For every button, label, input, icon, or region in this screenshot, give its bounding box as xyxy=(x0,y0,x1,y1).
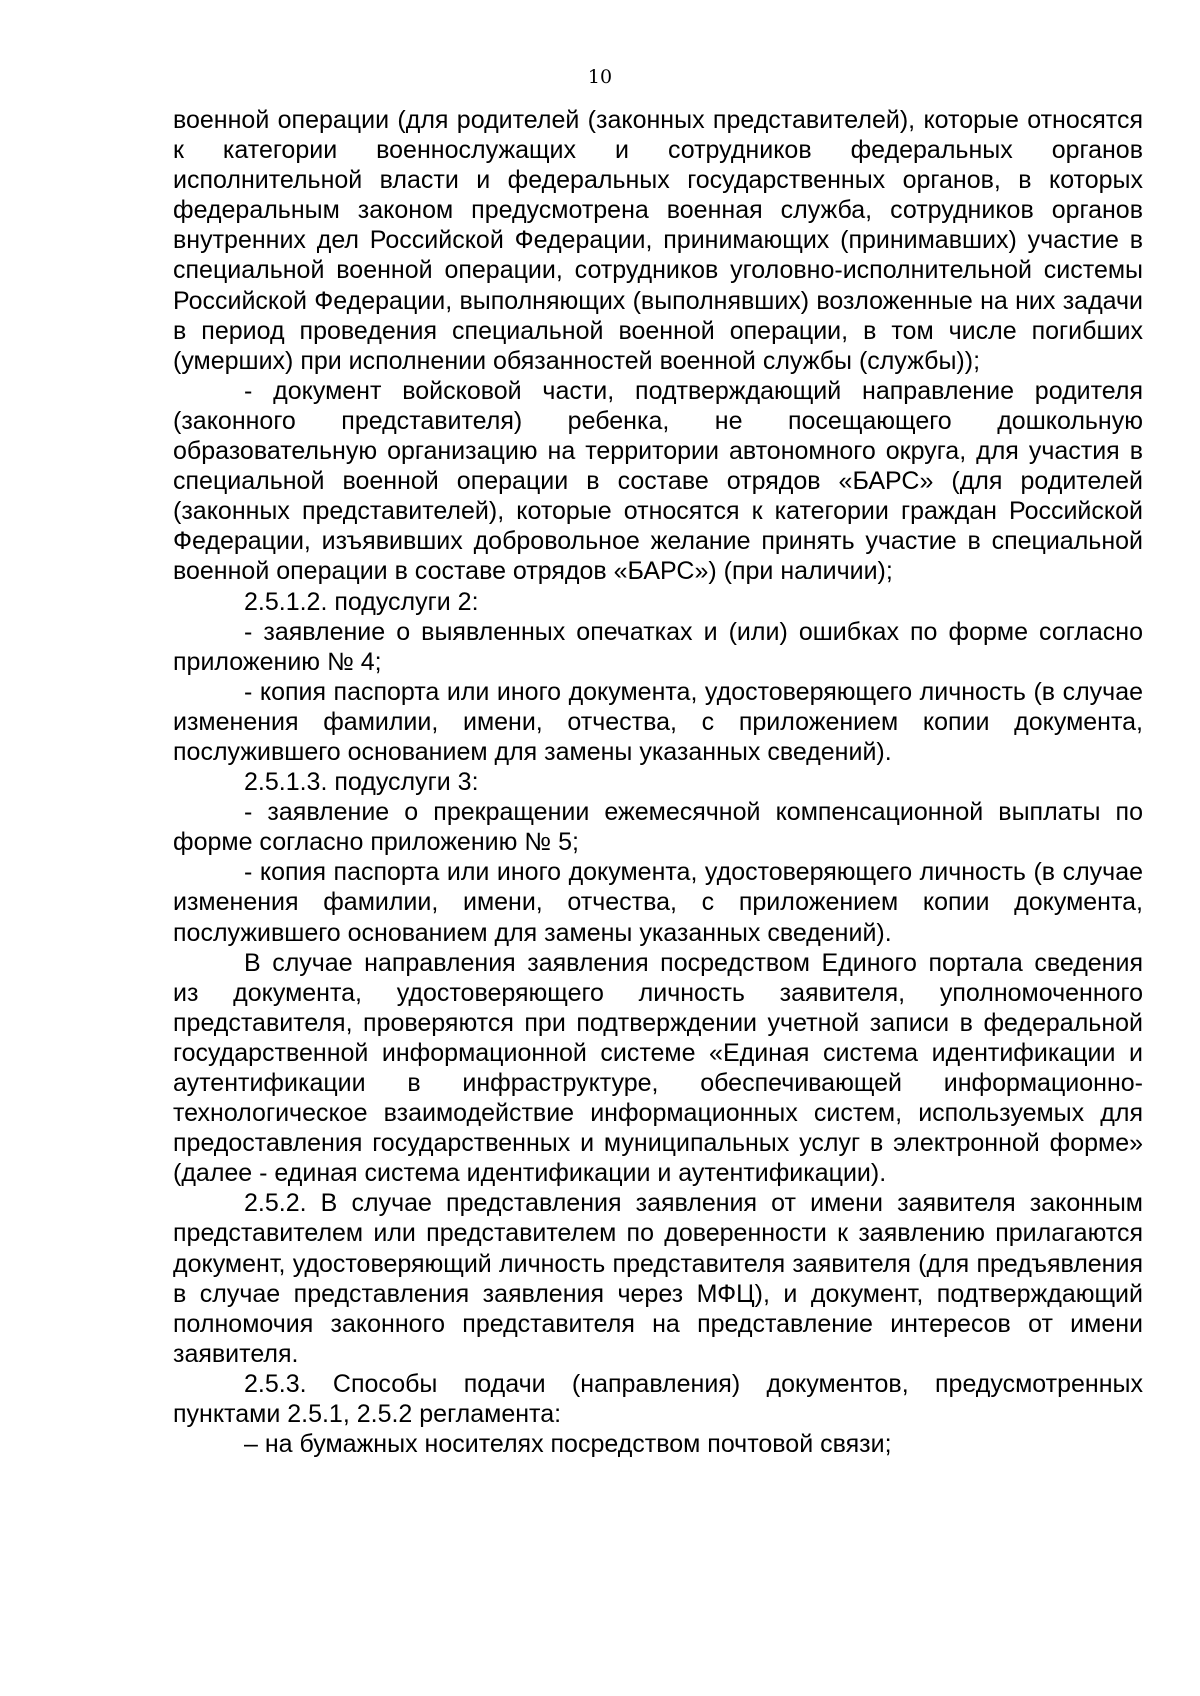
page-number: 10 xyxy=(587,66,613,88)
paragraph: В случае направления заявления посредством Единого портала сведения из документа, удостоверяющего личность заявителя, уполномоченного представителя, проверяются при подтверждении учетной записи в федеральной государственной информационной системе «Единая система идентификации и аутентификации в инфраструктуре, обеспечивающей информационно-технологическое взаимодействие информационных систем, используемых для предоставления государственных и муниципальных услуг в электронной форме» (далее - единая система идентификации и аутентификации). xyxy=(173,948,1143,1188)
paragraph: 2.5.3. Способы подачи (направления) документов, предусмотренных пунктами 2.5.1, 2.5.2 регламента: xyxy=(173,1369,1143,1429)
paragraph: - заявление о выявленных опечатках и (или) ошибках по форме согласно приложению № 4; xyxy=(173,617,1143,676)
paragraph: 2.5.1.2. подуслуги 2: xyxy=(244,587,479,616)
paragraph: 2.5.1.3. подуслуги 3: xyxy=(244,768,479,797)
paragraph: 2.5.2. В случае представления заявления от имени заявителя законным представителем или представителем по доверенности к заявлению прилагаются документ, удостоверяющий личность представителя заявителя (для предъявления в случае представления заявления через МФЦ), и документ, подтверждающий полномочия законного представителя на представление интересов от имени заявителя. xyxy=(173,1189,1143,1368)
paragraph: - документ войсковой части, подтверждающий направление родителя (законного представителя) ребенка, не посещающего дошкольную образовательную организацию на территории автономного округа, для участия в специальной военной операции в составе отрядов «БАРС» (для родителей (законных представителей), которые относятся к категории граждан Российской Федерации, изъявивших добровольное желание принять участие в специальной военной операции в составе отрядов «БАРС») (при наличии); xyxy=(173,376,1143,586)
paragraph: военной операции (для родителей (законных представителей), которые относятся к категории военнослужащих и сотрудников федеральных органов исполнительной власти и федеральных государственных органов, в которых федеральным законом предусмотрена военная служба, сотрудников органов внутренних дел Российской Федерации, принимающих (принимавших) участие в специальной военной операции, сотрудников уголовно-исполнительной системы Российской Федерации, выполняющих (выполнявших) возложенные на них задачи в период проведения специальной военной операции, в том числе погибших (умерших) при исполнении обязанностей военной службы (службы)); xyxy=(173,106,1143,375)
paragraph: - заявление о прекращении ежемесячной компенсационной выплаты по форме согласно приложению № 5; xyxy=(173,798,1143,857)
paragraph: - копия паспорта или иного документа, удостоверяющего личность (в случае изменения фамилии, имени, отчества, с приложением копии документа, послужившего основанием для замены указанных сведений). xyxy=(173,858,1143,947)
document-body xyxy=(173,105,1143,1459)
paragraph: - копия паспорта или иного документа, удостоверяющего личность (в случае изменения фамилии, имени, отчества, с приложением копии документа, послужившего основанием для замены указанных сведений). xyxy=(173,677,1143,766)
paragraph: – на бумажных носителях посредством почтовой связи; xyxy=(244,1430,892,1459)
